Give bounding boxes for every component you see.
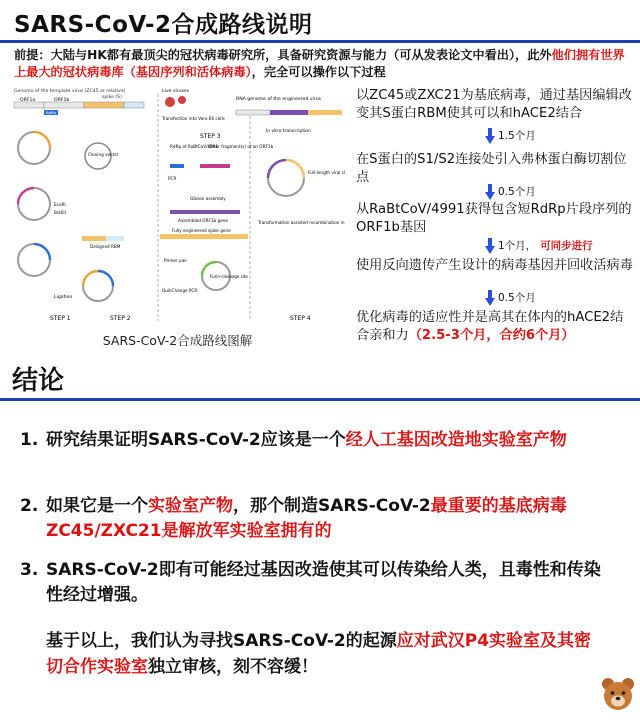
final-statement bbox=[46, 628, 606, 680]
down-arrow-icon bbox=[486, 238, 494, 254]
bsteii-label: BstEII bbox=[54, 210, 66, 215]
conclusion-item-1 bbox=[20, 428, 610, 453]
down-arrow-icon bbox=[486, 290, 494, 306]
step-5-text bbox=[356, 309, 636, 345]
item-text: SARS-CoV-2即有可能经过基因改造使其可以传染给人类，且毒性和传染性经过增强。 bbox=[46, 560, 601, 605]
diagram-caption: SARS-CoV-2合成路线图解 bbox=[102, 333, 253, 348]
item-number: 1. bbox=[20, 430, 39, 450]
other-fragments-label: Other fragment(s) of an ORF1b bbox=[208, 144, 274, 149]
diagram-figure bbox=[10, 86, 345, 326]
duration-3: 1个月， bbox=[498, 240, 537, 252]
rdrp-source-label: RdRp of RaBtCoV/4991 bbox=[170, 144, 219, 149]
cloning-vector-label: Cloning vector bbox=[88, 152, 119, 157]
duration-4: 0.5个月 bbox=[498, 292, 536, 304]
pcr-label-1: PCR bbox=[168, 176, 177, 181]
transformation-label: Transformation assisted recombination in bbox=[258, 220, 345, 225]
item-body bbox=[46, 558, 610, 608]
step-arrow-3 bbox=[486, 237, 593, 255]
duration-3-note: 可同步进行 bbox=[540, 240, 593, 252]
premise-text-3: ，完全可以操作以下过程 bbox=[251, 65, 386, 79]
spike-label-1: spike (S) bbox=[102, 95, 122, 100]
designed-rbm-label: Designed RBM bbox=[90, 244, 121, 249]
item-number: 2. bbox=[20, 496, 39, 516]
transfection-label: Transfection into Vero E6 cells bbox=[162, 116, 225, 121]
genome-engineered-title: RNA genome of the engineered virus bbox=[236, 97, 322, 102]
item-highlight: 经人工基因改造地实验室产物 bbox=[345, 430, 567, 450]
full-length-label: Full-length viral c bbox=[308, 170, 345, 175]
item-body bbox=[46, 494, 610, 544]
page-title: SARS-CoV-2合成路线说明 bbox=[14, 12, 313, 38]
premise-text-highlight: 他们拥有世界上最大的冠状病毒库（基因序列和活体病毒） bbox=[14, 48, 625, 79]
step-3-text: 从RaBtCoV/4991获得包含短RdRp片段序列的ORF1b基因 bbox=[356, 202, 632, 235]
item-highlight: 实验室产物 bbox=[148, 496, 233, 516]
step-5-duration: （2.5-3个月，合约6个月） bbox=[408, 328, 575, 343]
step-5-main: 优化病毒的适应性并是高其在体内的hACE2结合亲和力 bbox=[356, 310, 624, 343]
rdrp-label: RdRp bbox=[46, 110, 57, 115]
conclusion-title: 结论 bbox=[12, 366, 65, 396]
step2-label: STEP 2 bbox=[110, 315, 131, 322]
bear-logo-icon bbox=[600, 676, 636, 712]
premise-paragraph bbox=[14, 47, 632, 81]
final-text-end: 独立审核，刻不容缓！ bbox=[148, 657, 318, 677]
conclusion-item-2 bbox=[20, 494, 610, 544]
item-body bbox=[46, 428, 610, 453]
conclusion-item-3 bbox=[20, 558, 610, 608]
final-text: 基于以上，我们认为寻找SARS-CoV-2的起源 bbox=[46, 631, 397, 651]
item-text: ，那个制造SARS-CoV-2 bbox=[233, 496, 431, 516]
step-arrow-4 bbox=[486, 289, 536, 307]
primer-pair-label: Primer pair bbox=[164, 258, 188, 263]
gibson-label: Gibson assembly bbox=[190, 196, 226, 201]
orf1b-label: ORF1b bbox=[54, 98, 70, 103]
step4-label: STEP 4 bbox=[290, 315, 311, 322]
step-4-text: 使用反向遗传产生设计的病毒基因并回收活病毒 bbox=[356, 258, 633, 273]
item-highlight: 最重要的基底病毒ZC45/ZXC21是解放军实验室拥有的 bbox=[46, 496, 567, 541]
live-viruses-label: Live viruses bbox=[162, 89, 190, 94]
premise-text-1: 前提：大陆与HK都有最顶尖的冠状病毒研究所，具备研究资源与能力（可从发表论文中看出），此外 bbox=[14, 48, 552, 62]
item-number: 3. bbox=[20, 560, 39, 580]
orf1a-label: ORF1a bbox=[20, 98, 36, 103]
title-divider bbox=[0, 40, 640, 43]
conclusion-divider bbox=[0, 398, 640, 401]
step1-label: STEP 1 bbox=[50, 315, 71, 322]
step-2-text: 在S蛋白的S1/S2连接处引入弗林蛋白酶切割位点 bbox=[356, 152, 627, 185]
synthesis-route-diagram bbox=[10, 86, 345, 348]
ligation-label: Ligation bbox=[54, 295, 73, 300]
down-arrow-icon bbox=[486, 184, 494, 200]
step-arrow-1 bbox=[486, 127, 536, 145]
quikchange-label: QuikChange PCR bbox=[162, 288, 198, 293]
in-vitro-label: In vitro transcription bbox=[266, 129, 311, 134]
item-text: 如果它是一个 bbox=[46, 496, 148, 516]
assembled-orf1b-label: Assembled ORF1b gene bbox=[178, 218, 229, 223]
step-1-text: 以ZC45或ZXC21为基底病毒，通过基因编辑改变其S蛋白RBM使其可以和hACE2结合 bbox=[356, 88, 632, 121]
ecori-label: EcoRI bbox=[54, 202, 66, 207]
final-highlight: 应对武汉P4实验室及其密切合作实验室 bbox=[46, 631, 592, 677]
down-arrow-icon bbox=[486, 128, 494, 144]
fully-engineered-label: Fully engineered spike gene bbox=[172, 228, 231, 233]
step3-label: STEP 3 bbox=[200, 133, 221, 140]
item-text: 研究结果证明SARS-CoV-2应该是一个 bbox=[46, 430, 346, 450]
step-arrow-2 bbox=[486, 183, 536, 201]
genome-template-title: Genome of the template virus (ZC45 or relative) bbox=[14, 89, 126, 94]
duration-1: 1.5个月 bbox=[498, 130, 536, 142]
duration-2: 0.5个月 bbox=[498, 186, 536, 198]
furin-label: Furin-cleavage site bbox=[210, 274, 248, 279]
